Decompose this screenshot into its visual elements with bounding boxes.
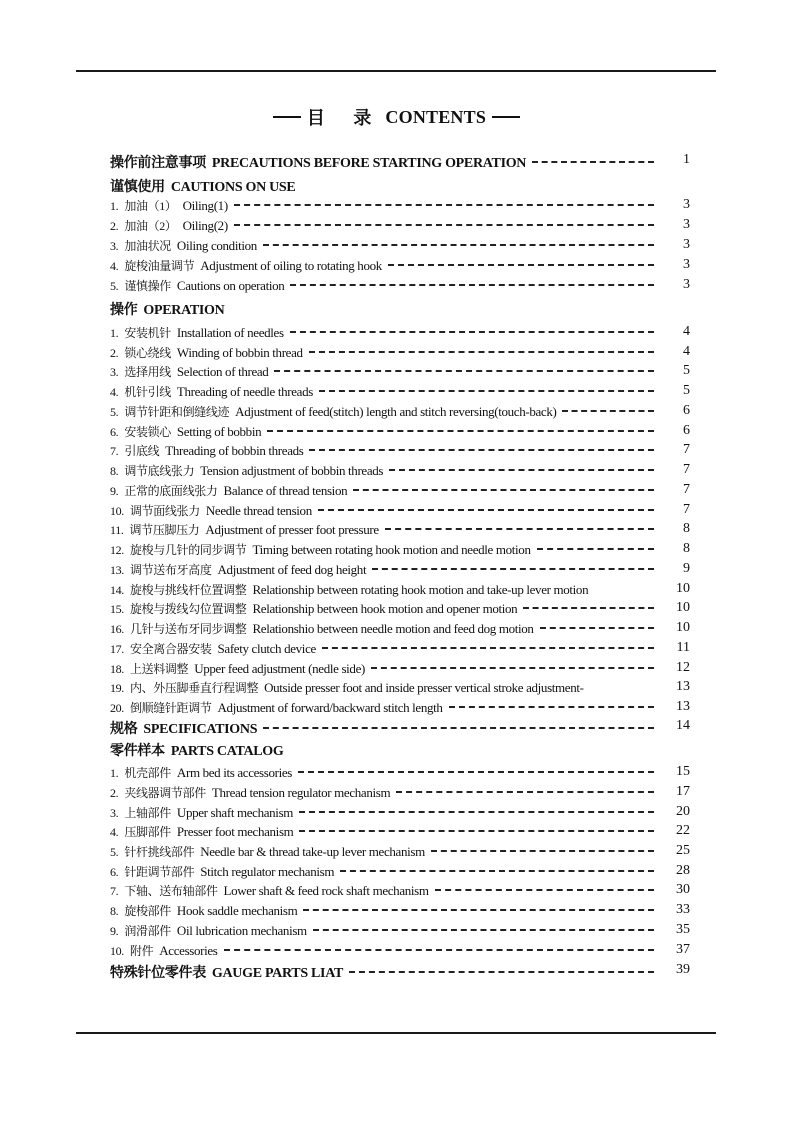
entry-title-cn: 安全离合器安装 [129, 642, 212, 656]
bottom-rule [76, 1032, 716, 1034]
entry-number: 4. [110, 385, 119, 399]
entry-number: 1. [110, 766, 119, 780]
entry-page-number: 1 [683, 152, 690, 167]
toc-entry [110, 581, 690, 598]
entry-title-en: Safety clutch device [217, 641, 316, 656]
toc-entry [110, 237, 690, 254]
toc-entry [110, 640, 690, 657]
toc-heading [110, 718, 690, 738]
entry-title-cn: 特殊针位零件表 [110, 966, 206, 981]
dot-leader [299, 811, 654, 813]
entry-title-cn: 安装机针 [124, 326, 171, 340]
title-cn: 目 录 [306, 108, 384, 128]
entry-title-cn: 附件 [129, 944, 154, 958]
entry-title-cn: 加油（2） [124, 219, 177, 233]
entry-title-en: Relationshio between needle motion and feed dog motion [252, 621, 534, 636]
entry-title-cn: 调节底线张力 [124, 464, 195, 478]
entry-label [110, 521, 379, 538]
entry-title-cn: 调节针距和倒缝线迹 [124, 405, 230, 419]
entry-number: 2. [110, 219, 119, 233]
entry-title-en: Relationship between rotating hook motion and take-up lever motion [252, 582, 589, 597]
entry-title-cn: 针杆挑线部件 [124, 845, 195, 859]
entry-label [110, 237, 257, 254]
entry-page-number: 39 [676, 962, 690, 977]
dot-leader [537, 548, 654, 550]
toc-entry [110, 784, 690, 801]
entry-title-cn: 谨慎使用 [110, 180, 165, 195]
entry-title-cn: 旋梭油量调节 [124, 259, 195, 273]
entry-title-en: Adjustment of presser foot pressure [205, 522, 379, 537]
entry-number: 7. [110, 884, 119, 898]
entry-label [110, 299, 224, 319]
entry-page-number: 14 [676, 718, 690, 733]
toc-heading [110, 299, 690, 319]
entry-title-en: Winding of bobbin thread [176, 345, 303, 360]
entry-number: 15. [110, 602, 124, 616]
toc-entry [110, 403, 690, 420]
entry-title-cn: 引底线 [124, 444, 160, 458]
entry-label [110, 804, 293, 821]
entry-label [110, 257, 382, 274]
title-en: CONTENTS [385, 106, 487, 127]
entry-title-en: Threading of needle threads [176, 384, 313, 399]
entry-title-cn: 调节压脚压力 [129, 523, 200, 537]
entry-number: 4. [110, 825, 119, 839]
entry-number: 12. [110, 543, 124, 557]
toc-entry [110, 764, 690, 781]
entry-title-en: Cautions on operation [176, 278, 285, 293]
entry-title-en: Adjustment of feed(stitch) length and stitch reversing(touch-back) [235, 404, 557, 419]
entry-label [110, 423, 261, 440]
entry-number: 5. [110, 279, 119, 293]
entry-title-cn: 安装锁心 [124, 425, 171, 439]
entry-label [110, 277, 284, 294]
entry-number: 8. [110, 904, 119, 918]
entry-title-cn: 机针引线 [124, 385, 171, 399]
dot-leader [263, 244, 654, 246]
toc-entry [110, 217, 690, 234]
dot-leader [388, 264, 654, 266]
dot-leader [562, 410, 654, 412]
dot-leader [313, 929, 654, 931]
entry-title-en: OPERATION [143, 303, 225, 318]
entry-page-number: 35 [676, 922, 690, 937]
toc-entry [110, 383, 690, 400]
entry-title-en: Needle bar & thread take-up lever mechanism [200, 844, 425, 859]
entry-number: 1. [110, 326, 119, 340]
dot-leader [322, 647, 654, 649]
entry-title-en: Oil lubrication mechanism [176, 923, 307, 938]
entry-page-number: 33 [676, 902, 690, 917]
entry-title-en: Upper feed adjustment (nedle side) [194, 661, 365, 676]
dot-leader [298, 771, 654, 773]
entry-page-number: 15 [676, 764, 690, 779]
entry-title-en: Relationship between hook motion and opener motion [252, 601, 518, 616]
entry-page-number: 37 [676, 942, 690, 957]
entry-label [110, 403, 556, 420]
entry-number: 1. [110, 199, 119, 213]
toc-entry [110, 277, 690, 294]
entry-label [110, 482, 347, 499]
dot-leader [267, 430, 654, 432]
entry-title-en: Hook saddle mechanism [176, 903, 298, 918]
dot-leader [234, 224, 654, 226]
toc-entry [110, 344, 690, 361]
entry-title-cn: 加油状况 [124, 239, 171, 253]
entry-title-en: Adjustment of oiling to rotating hook [200, 258, 382, 273]
dot-leader [353, 489, 654, 491]
dot-leader [523, 607, 654, 609]
toc-entry [110, 804, 690, 821]
entry-label [110, 152, 526, 172]
dot-leader [309, 449, 654, 451]
entry-title-cn: 调节面线张力 [129, 504, 200, 518]
entry-label [110, 442, 303, 459]
entry-label [110, 640, 316, 657]
toc-entry [110, 423, 690, 440]
entry-title-en: Tension adjustment of bobbin threads [200, 463, 384, 478]
toc-entry [110, 363, 690, 380]
entry-title-en: Thread tension regulator mechanism [211, 785, 391, 800]
entry-title-cn: 锁心绕线 [124, 346, 171, 360]
entry-title-en: Selection of thread [176, 364, 269, 379]
entry-page-number: 25 [676, 843, 690, 858]
toc-heading [110, 152, 690, 172]
entry-number: 3. [110, 806, 119, 820]
entry-page-number: 10 [676, 581, 690, 596]
dot-leader [290, 331, 654, 333]
entry-title-en: Oiling(2) [182, 218, 228, 233]
dot-leader [318, 509, 654, 511]
entry-number: 3. [110, 239, 119, 253]
entry-label [110, 699, 443, 716]
entry-label [110, 502, 312, 519]
toc-entry [110, 324, 690, 341]
dot-leader [274, 370, 654, 372]
dot-leader [449, 706, 654, 708]
entry-label [110, 823, 293, 840]
entry-label [110, 882, 429, 899]
entry-label [110, 660, 365, 677]
toc-entry [110, 257, 690, 274]
entry-number: 10. [110, 944, 124, 958]
dot-leader [385, 528, 654, 530]
entry-page-number: 4 [683, 324, 690, 339]
title-dash-right [492, 116, 520, 118]
entry-title-cn: 规格 [110, 722, 138, 737]
entry-page-number: 10 [676, 620, 690, 635]
entry-label [110, 363, 268, 380]
entry-title-cn: 零件样本 [110, 744, 165, 759]
toc-heading [110, 176, 690, 196]
entry-title-cn: 谨慎操作 [124, 279, 171, 293]
entry-label [110, 942, 218, 959]
toc-heading [110, 740, 690, 760]
entry-page-number: 13 [676, 699, 690, 714]
entry-title-en: Arm bed its accessories [176, 765, 292, 780]
dot-leader [396, 791, 654, 793]
entry-title-cn: 夹线器调节部件 [124, 786, 206, 800]
entry-page-number: 9 [683, 561, 690, 576]
entry-title-en: Lower shaft & feed rock shaft mechanism [223, 883, 429, 898]
entry-title-cn: 调节送布牙高度 [129, 563, 212, 577]
entry-title-cn: 操作前注意事项 [110, 156, 206, 171]
dot-leader [263, 727, 654, 729]
dot-leader [309, 351, 654, 353]
entry-number: 3. [110, 365, 119, 379]
entry-page-number: 17 [676, 784, 690, 799]
entry-title-en: Adjustment of feed dog height [217, 562, 367, 577]
toc-entry [110, 882, 690, 899]
entry-title-en: SPECIFICATIONS [143, 722, 258, 737]
entry-title-cn: 倒顺缝针距调节 [129, 701, 212, 715]
entry-number: 4. [110, 259, 119, 273]
toc-entry [110, 843, 690, 860]
top-rule [76, 70, 716, 72]
entry-page-number: 6 [683, 403, 690, 418]
entry-page-number: 7 [683, 462, 690, 477]
entry-title-en: CAUTIONS ON USE [170, 180, 296, 195]
entry-page-number: 5 [683, 383, 690, 398]
entry-title-cn: 下轴、送布轴部件 [124, 884, 218, 898]
entry-title-en: Accessories [159, 943, 218, 958]
entry-title-cn: 润滑部件 [124, 924, 171, 938]
entry-title-en: Threading of bobbin threads [165, 443, 304, 458]
entry-title-cn: 加油（1） [124, 199, 177, 213]
entry-number: 16. [110, 622, 124, 636]
contents-title [0, 104, 793, 130]
entry-page-number: 22 [676, 823, 690, 838]
entry-number: 2. [110, 346, 119, 360]
entry-title-en: Timing between rotating hook motion and needle motion [252, 542, 531, 557]
entry-title-en: PRECAUTIONS BEFORE STARTING OPERATION [211, 156, 527, 171]
toc-entry [110, 699, 690, 716]
entry-page-number: 8 [683, 521, 690, 536]
entry-number: 6. [110, 425, 119, 439]
toc-entry [110, 823, 690, 840]
toc-entry [110, 600, 690, 617]
entry-label [110, 344, 303, 361]
entry-page-number: 5 [683, 363, 690, 378]
entry-page-number: 3 [683, 217, 690, 232]
entry-label [110, 902, 297, 919]
entry-number: 8. [110, 464, 119, 478]
entry-number: 11. [110, 523, 124, 537]
entry-title-cn: 旋梭与挑线杆位置调整 [129, 583, 247, 597]
entry-page-number: 6 [683, 423, 690, 438]
entry-label [110, 383, 313, 400]
entry-label [110, 600, 517, 617]
entry-title-en: PARTS CATALOG [170, 744, 284, 759]
dot-leader [224, 949, 654, 951]
entry-title-en: Upper shaft mechanism [176, 805, 294, 820]
entry-label [110, 962, 343, 982]
entry-label [110, 324, 284, 341]
entry-number: 14. [110, 583, 124, 597]
entry-title-en: Oiling condition [176, 238, 257, 253]
toc-entry [110, 521, 690, 538]
entry-label [110, 679, 584, 696]
entry-title-cn: 正常的底面线张力 [124, 484, 218, 498]
toc-entry [110, 541, 690, 558]
dot-leader [299, 830, 654, 832]
entry-title-cn: 操作 [110, 303, 138, 318]
entry-page-number: 7 [683, 482, 690, 497]
toc-heading [110, 962, 690, 982]
entry-title-cn: 针距调节部件 [124, 865, 195, 879]
toc-entry [110, 942, 690, 959]
entry-page-number: 7 [683, 442, 690, 457]
entry-page-number: 7 [683, 502, 690, 517]
toc-entry [110, 620, 690, 637]
entry-page-number: 3 [683, 277, 690, 292]
toc-entry [110, 679, 690, 696]
toc-entry [110, 922, 690, 939]
entry-label [110, 718, 257, 738]
entry-title-en: Needle thread tension [205, 503, 312, 518]
entry-label [110, 620, 534, 637]
dot-leader [234, 204, 654, 206]
entry-title-en: Installation of needles [176, 325, 284, 340]
dot-leader [372, 568, 654, 570]
entry-page-number: 8 [683, 541, 690, 556]
dot-leader [435, 889, 654, 891]
entry-title-cn: 压脚部件 [124, 825, 171, 839]
entry-number: 9. [110, 924, 119, 938]
toc-entry [110, 462, 690, 479]
toc-entry [110, 902, 690, 919]
entry-label [110, 843, 425, 860]
entry-label [110, 217, 228, 234]
dot-leader [303, 909, 654, 911]
dot-leader [319, 390, 654, 392]
toc-entry [110, 660, 690, 677]
toc-entry [110, 482, 690, 499]
entry-page-number: 28 [676, 863, 690, 878]
entry-title-cn: 上送料调整 [129, 662, 189, 676]
dot-leader [389, 469, 654, 471]
toc-entry [110, 502, 690, 519]
entry-number: 17. [110, 642, 124, 656]
entry-title-en: Oiling(1) [182, 198, 228, 213]
entry-label [110, 863, 334, 880]
entry-title-cn: 上轴部件 [124, 806, 171, 820]
entry-label [110, 740, 284, 760]
entry-label [110, 541, 531, 558]
entry-number: 20. [110, 701, 124, 715]
entry-page-number: 4 [683, 344, 690, 359]
entry-label [110, 581, 588, 598]
entry-label [110, 197, 228, 214]
entry-number: 2. [110, 786, 119, 800]
entry-page-number: 3 [683, 257, 690, 272]
entry-title-en: Outside presser foot and inside presser vertical stroke adjustment- [264, 680, 584, 695]
entry-number: 5. [110, 405, 119, 419]
entry-title-cn: 机壳部件 [124, 766, 171, 780]
entry-title-cn: 旋梭与几针的同步调节 [129, 543, 247, 557]
dot-leader [290, 284, 654, 286]
entry-title-en: Presser foot mechanism [176, 824, 294, 839]
toc-entry [110, 863, 690, 880]
toc-entry [110, 561, 690, 578]
entry-label [110, 176, 295, 196]
entry-title-en: Adjustment of forward/backward stitch length [217, 700, 443, 715]
entry-title-en: GAUGE PARTS LIAT [211, 966, 344, 981]
entry-label [110, 922, 307, 939]
entry-title-cn: 选择用线 [124, 365, 171, 379]
entry-number: 6. [110, 865, 119, 879]
entry-page-number: 12 [676, 660, 690, 675]
entry-title-cn: 旋梭部件 [124, 904, 171, 918]
entry-title-cn: 旋梭与拨线勾位置调整 [129, 602, 247, 616]
entry-page-number: 3 [683, 237, 690, 252]
dot-leader [349, 971, 654, 973]
entry-page-number: 3 [683, 197, 690, 212]
entry-page-number: 13 [676, 679, 690, 694]
title-dash-left [273, 116, 301, 118]
entry-title-cn: 几针与送布牙同步调整 [129, 622, 247, 636]
entry-label [110, 462, 383, 479]
entry-number: 7. [110, 444, 119, 458]
dot-leader [532, 161, 654, 163]
entry-label [110, 784, 390, 801]
toc-entry [110, 442, 690, 459]
entry-title-en: Stitch regulator mechanism [200, 864, 335, 879]
entry-page-number: 11 [676, 640, 690, 655]
entry-label [110, 561, 366, 578]
entry-page-number: 20 [676, 804, 690, 819]
entry-page-number: 30 [676, 882, 690, 897]
entry-number: 5. [110, 845, 119, 859]
entry-label [110, 764, 292, 781]
dot-leader [431, 850, 654, 852]
entry-number: 13. [110, 563, 124, 577]
dot-leader [540, 627, 654, 629]
toc-entry [110, 197, 690, 214]
entry-number: 18. [110, 662, 124, 676]
entry-page-number: 10 [676, 600, 690, 615]
entry-number: 10. [110, 504, 124, 518]
entry-number: 19. [110, 681, 124, 695]
entry-title-en: Balance of thread tension [223, 483, 348, 498]
entry-number: 9. [110, 484, 119, 498]
dot-leader [340, 870, 654, 872]
dot-leader [371, 667, 654, 669]
entry-title-en: Setting of bobbin [176, 424, 262, 439]
entry-title-cn: 内、外压脚垂直行程调整 [129, 681, 259, 695]
